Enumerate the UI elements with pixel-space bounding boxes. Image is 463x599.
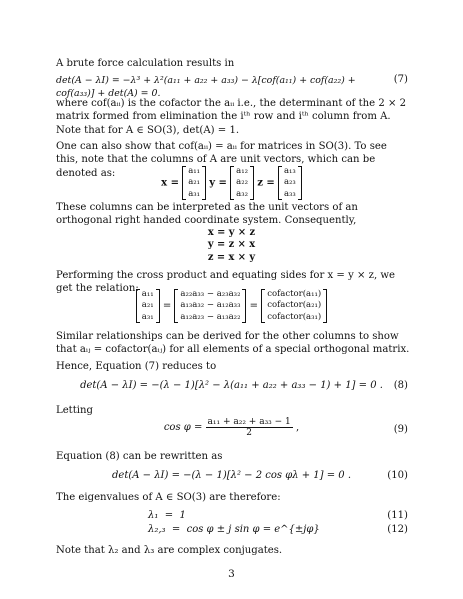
equation-8: det(A − λI) = −(λ − 1)[λ² − λ(a₁₁ + a₂₂ + a₃₃ − 1) + 1] = 0 . bbox=[80, 380, 383, 391]
column-vectors bbox=[0, 166, 463, 200]
cofactor-cell: cofactor(a₃₁) bbox=[267, 311, 322, 322]
cofactor-cell: cofactor(a₁₁) bbox=[267, 289, 322, 299]
equation-10: det(A − λI) = −(λ − 1)[λ² − 2 cos φλ + 1] = 0 . bbox=[112, 470, 351, 481]
z-cell: a₂₃ bbox=[283, 177, 296, 188]
paragraph-show: One can also show that cof(aᵢᵢ) = aᵢᵢ for matrices in SO(3). To see this, note that the columns of A are unit vectors, which can be denoted as: bbox=[56, 141, 387, 179]
x-cell: a₂₁ bbox=[188, 177, 201, 188]
x-cell: a₃₁ bbox=[188, 188, 201, 199]
y-cell: a₂₂ bbox=[236, 177, 249, 188]
y-label: y = bbox=[209, 177, 227, 189]
cross-line: y = z × x bbox=[207, 239, 256, 251]
x-matrix bbox=[182, 166, 206, 200]
middle-cell: a₁₃a₃₂ − a₁₂a₃₃ bbox=[180, 300, 241, 311]
equation-11-number: (11) bbox=[387, 510, 408, 521]
left-column-matrix bbox=[136, 289, 160, 323]
equals-sign: = bbox=[249, 300, 259, 312]
paragraph-similar: Similar relationships can be derived for the other columns to show that aᵢⱼ = cofactor(aᵢⱼ) for all elements of a special orthogonal matrix. bbox=[56, 331, 410, 356]
cross-line: z = x × y bbox=[207, 251, 256, 263]
x-label: x = bbox=[161, 177, 179, 189]
middle-matrix bbox=[174, 289, 246, 323]
paragraph-cofactor: where cof(aᵢᵢ) is the cofactor the aᵢᵢ i.e., the determinant of the 2 × 2 matrix formed from elimination the iᵗʰ row and iᵗʰ column from A. Note that for A ∈ SO(3), det(A) = 1. bbox=[56, 98, 407, 136]
equation-12-number: (12) bbox=[387, 524, 408, 535]
equation-10-number: (10) bbox=[387, 470, 408, 481]
z-label: z = bbox=[257, 177, 275, 189]
z-cell: a₃₃ bbox=[283, 188, 296, 199]
y-matrix bbox=[230, 166, 254, 200]
left-cell: a₃₁ bbox=[141, 311, 154, 322]
equation-8-number: (8) bbox=[393, 380, 408, 391]
cofactor-cell: cofactor(a₂₁) bbox=[267, 300, 322, 311]
paragraph-rewrite: Equation (8) can be rewritten as bbox=[56, 451, 223, 462]
cofactor-matrix bbox=[261, 289, 327, 323]
equation-7: det(A − λI) = −λ³ + λ²(a₁₁ + a₂₂ + a₃₃) − λ[cof(a₁₁) + cof(a₂₂) + cof(a₃₃)] + det(A) = 0. bbox=[56, 75, 356, 99]
intro-text: A brute force calculation results in bbox=[56, 58, 235, 69]
left-cell: a₁₁ bbox=[141, 289, 154, 299]
equation-9-lhs: cos φ = bbox=[163, 422, 203, 433]
cross-line: x = y × z bbox=[207, 227, 256, 238]
paragraph-hence: Hence, Equation (7) reduces to bbox=[56, 361, 217, 372]
z-matrix bbox=[278, 166, 302, 200]
equation-11: λ₁ = 1 bbox=[148, 510, 186, 521]
paragraph-note: Note that λ₂ and λ₃ are complex conjugates. bbox=[56, 545, 283, 556]
equals-sign: = bbox=[162, 300, 172, 312]
z-cell: a₁₃ bbox=[283, 166, 296, 176]
x-cell: a₁₁ bbox=[188, 166, 201, 176]
equation-9-number: (9) bbox=[393, 424, 408, 435]
equation-7-number: (7) bbox=[393, 74, 408, 85]
middle-cell: a₁₂a₂₃ − a₁₃a₂₂ bbox=[180, 311, 241, 322]
equation-12: λ₂,₃ = cos φ ± j sin φ = e^{±jφ} bbox=[148, 524, 320, 535]
y-cell: a₃₂ bbox=[236, 188, 249, 199]
fraction-denominator: 2 bbox=[246, 428, 253, 438]
page-number: 3 bbox=[228, 568, 235, 580]
cross-products bbox=[0, 227, 463, 264]
fraction bbox=[206, 417, 293, 438]
equation-9: cos φ = $\frac{\text{a₁₁ + a₂₂ + a₃₃ − 1}}{2}$ , bbox=[163, 417, 300, 438]
fraction-numerator: a₁₁ + a₂₂ + a₃₃ − 1 bbox=[207, 417, 291, 427]
left-cell: a₂₁ bbox=[141, 300, 154, 311]
middle-cell: a₂₂a₃₃ − a₂₃a₃₂ bbox=[180, 289, 241, 299]
paragraph-perform: Performing the cross product and equating sides for x = y × z, we get the relation: bbox=[56, 270, 396, 295]
cofactor-relation bbox=[0, 289, 463, 323]
paragraph-columns: These columns can be interpreted as the unit vectors of an orthogonal right handed coordinate system. Consequently, bbox=[56, 202, 358, 227]
paragraph-letting: Letting bbox=[56, 405, 93, 416]
y-cell: a₁₂ bbox=[236, 166, 249, 176]
paragraph-eigen: The eigenvalues of A ∈ SO(3) are therefore: bbox=[56, 492, 281, 503]
